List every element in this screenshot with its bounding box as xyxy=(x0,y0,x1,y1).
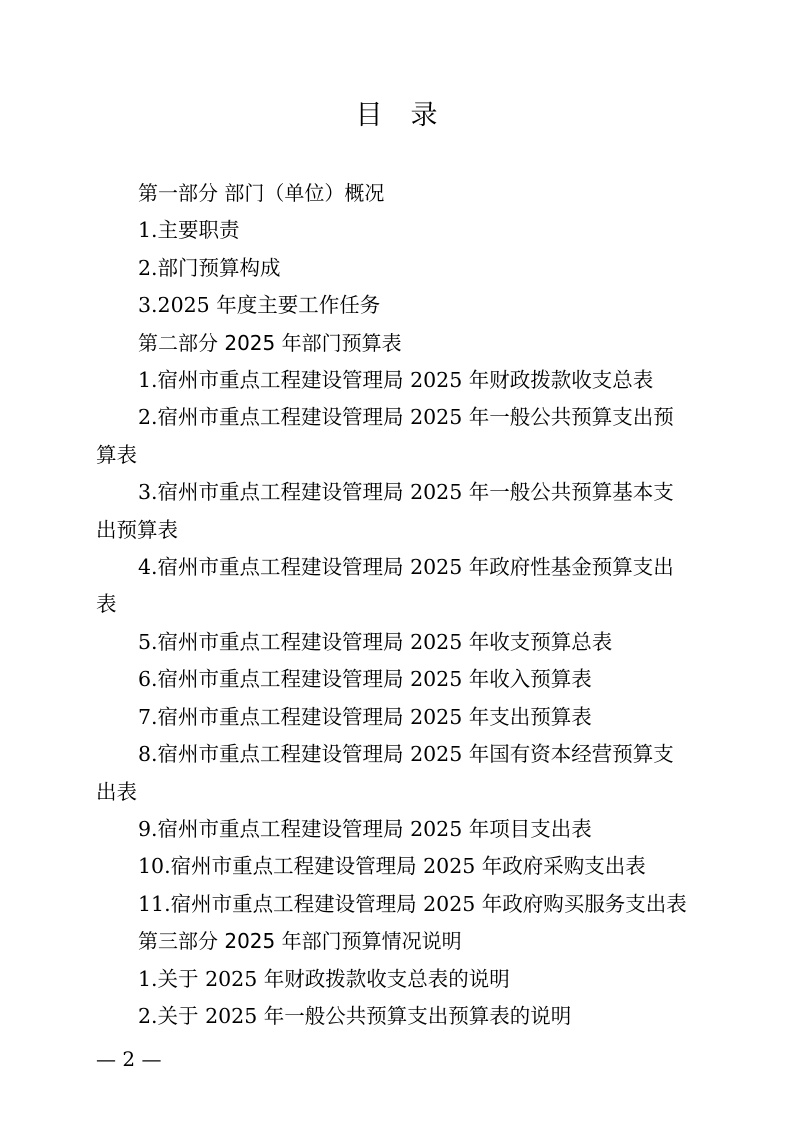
toc-item[interactable]: 1.主要职责 xyxy=(138,218,240,243)
toc-section-part-1[interactable]: 第一部分 部门（单位）概况 xyxy=(138,181,385,205)
page-number: — 2 — xyxy=(96,1047,162,1071)
table-of-contents xyxy=(96,175,692,1035)
toc-item[interactable]: 8.宿州市重点工程建设管理局 2025 年国有资本经营预算支出表 xyxy=(96,742,674,804)
toc-item[interactable]: 9.宿州市重点工程建设管理局 2025 年项目支出表 xyxy=(138,816,592,841)
toc-item[interactable]: 3.宿州市重点工程建设管理局 2025 年一般公共预算基本支出预算表 xyxy=(96,480,674,542)
toc-item[interactable]: 5.宿州市重点工程建设管理局 2025 年收支预算总表 xyxy=(138,629,613,654)
toc-item[interactable]: 2.关于 2025 年一般公共预算支出预算表的说明 xyxy=(138,1003,572,1028)
toc-item[interactable]: 4.宿州市重点工程建设管理局 2025 年政府性基金预算支出表 xyxy=(96,555,674,617)
toc-item[interactable]: 3.2025 年度主要工作任务 xyxy=(138,293,381,318)
toc-item[interactable]: 6.宿州市重点工程建设管理局 2025 年收入预算表 xyxy=(138,667,592,692)
toc-item[interactable]: 2.部门预算构成 xyxy=(138,255,281,280)
toc-item[interactable]: 7.宿州市重点工程建设管理局 2025 年支出预算表 xyxy=(138,704,592,729)
toc-section-part-2[interactable]: 第二部分 2025 年部门预算表 xyxy=(138,330,402,355)
toc-item[interactable]: 2.宿州市重点工程建设管理局 2025 年一般公共预算支出预算表 xyxy=(96,405,674,467)
toc-item[interactable]: 1.关于 2025 年财政拨款收支总表的说明 xyxy=(138,966,510,991)
toc-item[interactable]: 11.宿州市重点工程建设管理局 2025 年政府购买服务支出表 xyxy=(138,891,687,916)
toc-item[interactable]: 1.宿州市重点工程建设管理局 2025 年财政拨款收支总表 xyxy=(138,368,654,393)
toc-item[interactable]: 10.宿州市重点工程建设管理局 2025 年政府采购支出表 xyxy=(138,854,646,879)
toc-section-part-3[interactable]: 第三部分 2025 年部门预算情况说明 xyxy=(138,929,462,954)
page-title: 目录 xyxy=(355,100,466,131)
